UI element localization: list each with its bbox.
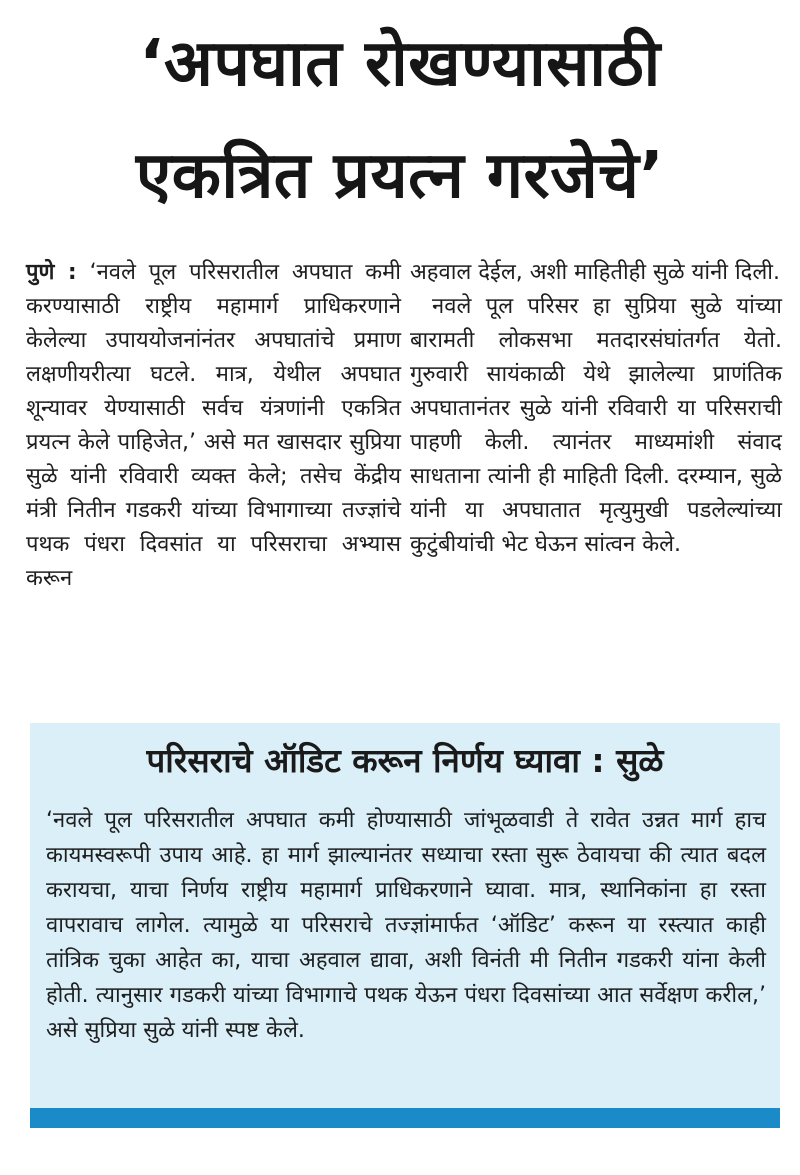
sidebar-box-heading: परिसराचे ऑडिट करून निर्णय घ्यावा : सुळे [146, 741, 664, 780]
sidebar-box-body [46, 803, 766, 1048]
headline-line-2: एकत्रित प्रयत्न गरजेचे’ [135, 139, 665, 213]
sidebar-box-bottom-bar [30, 1108, 780, 1128]
article-paragraph-1-text: ‘नवले पूल परिसरातील अपघात कमी करण्यासाठी राष्ट्रीय महामार्ग प्राधिकरणाने केलेल्या उपाययोजनांनंतर अपघातांचे प्रमाण लक्षणीयरीत्या घटले. मात्र, येथील अपघात शून्यावर येण्यासाठी सर्वच यंत्रणांनी एकत्रित प्रयत्न केले पाहिजेत,’ असे मत खासदार सुप्रिया सुळे यांनी रविवारी व्यक्त केले; तसेच केंद्रीय मंत्री नितीन गडकरी यांच्या विभागाच्या तज्ज्ञांचे पथक पंधरा दिवसांत या परिसराचा अभ्यास करून [26, 260, 401, 591]
article-paragraph-1-continued: अहवाल देईल, अशी माहितीही सुळे यांनी दिली. [410, 260, 780, 285]
sidebar-box [30, 723, 780, 1108]
headline-line-1: ‘अपघात रोखण्यासाठी [139, 27, 661, 101]
article-paragraph-1 [26, 256, 401, 596]
article-column-right [410, 256, 782, 562]
article-column-left [26, 256, 401, 596]
headline [20, 8, 780, 232]
article-paragraph-2: नवले पूल परिसर हा सुप्रिया सुळे यांच्या बारामती लोकसभा मतदारसंघांतर्गत येतो. गुरुवारी सायंकाळी येथे झालेल्या प्राणंतिक अपघातानंतर सुळे यांनी रविवारी या परिसराची पाहणी केली. त्यानंतर माध्यमांशी संवाद साधताना त्यांनी ही माहिती दिली. दरम्यान, सुळे यांनी या अपघातात मृत्युमुखी पडलेल्यांच्या कुटुंबीयांची भेट घेऊन सांत्वन केले. [410, 294, 782, 557]
sidebar-box-paragraph: ‘नवले पूल परिसरातील अपघात कमी होण्यासाठी जांभूळवाडी ते रावेत उन्नत मार्ग हाच कायमस्वरूपी उपाय आहे. हा मार्ग झाल्यानंतर सध्याचा रस्ता सुरू ठेवायचा की त्यात बदल करायचा, याचा निर्णय राष्ट्रीय महामार्ग प्राधिकरणाने घ्यावा. मात्र, स्थानिकांना हा रस्ता वापरावाच लागेल. त्यामुळे या परिसराचे तज्ज्ञांमार्फत ‘ऑडिट’ करून या रस्त्यात काही तांत्रिक चुका आहेत का, याचा अहवाल द्यावा, अशी विनंती मी नितीन गडकरी यांना केली होती. त्यानुसार गडकरी यांच्या विभागाचे पथक येऊन पंधरा दिवसांच्या आत सर्वेक्षण करील,’ असे सुप्रिया सुळे यांनी स्पष्ट केले. [46, 808, 766, 1043]
dateline: पुणे : [26, 260, 77, 285]
